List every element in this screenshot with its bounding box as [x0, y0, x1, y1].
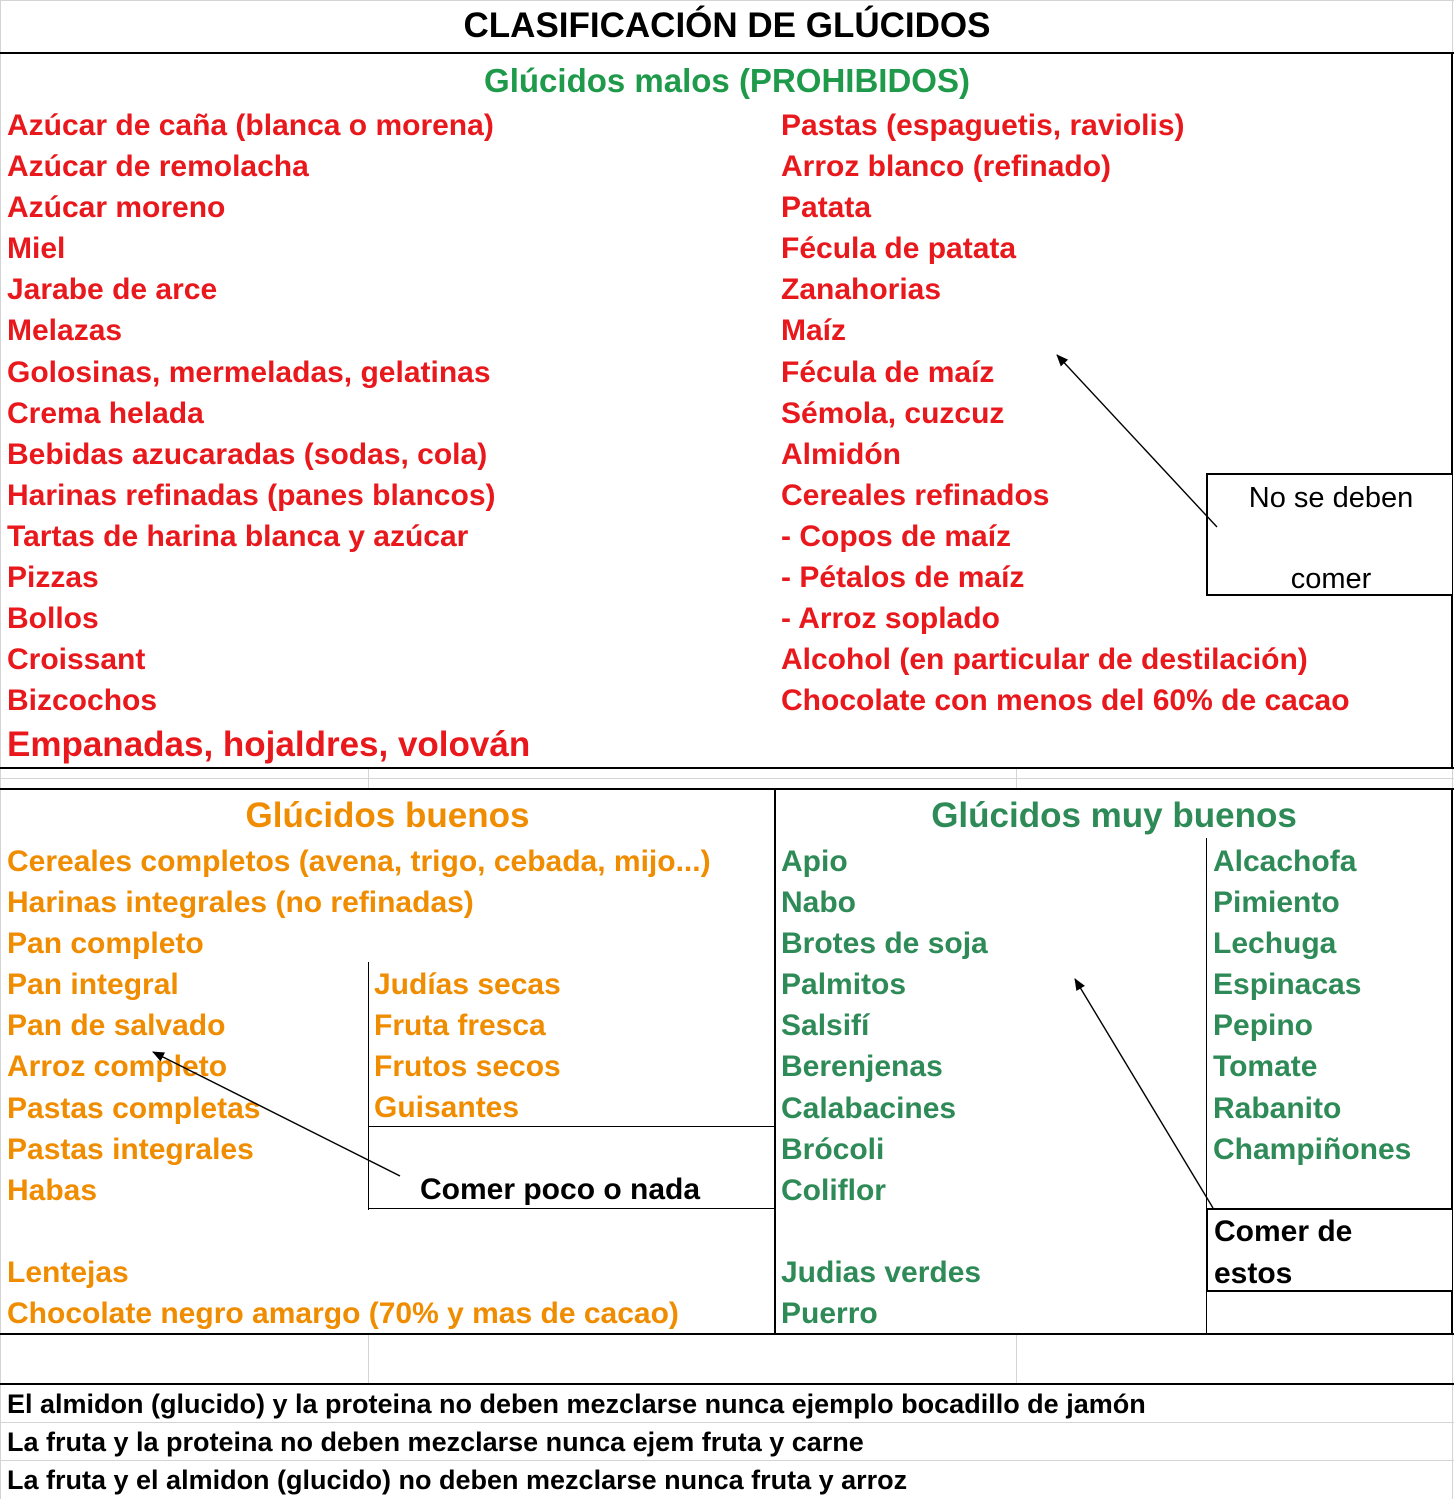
list-item: Nabo [781, 886, 856, 920]
list-item: Fécula de maíz [781, 355, 995, 389]
list-item: Bollos [7, 602, 99, 636]
list-item: Fruta fresca [374, 1009, 546, 1043]
list-item: Calabacines [781, 1091, 957, 1125]
list-item: Brócoli [781, 1132, 885, 1166]
list-item: Golosinas, mermeladas, gelatinas [7, 355, 491, 389]
list-item: Alcohol (en particular de destilación) [781, 643, 1308, 677]
list-item: Miel [7, 232, 66, 266]
list-item: Frutos secos [374, 1050, 561, 1084]
list-item: Arroz blanco (refinado) [781, 150, 1112, 184]
list-item: Chocolate negro amargo (70% y mas de cacao) [7, 1297, 679, 1331]
list-item: - Copos de maíz [781, 519, 1012, 553]
list-item: Cereales refinados [781, 478, 1050, 512]
list-item: Guisantes [374, 1091, 520, 1125]
arrow-buenos [153, 1052, 400, 1176]
list-item: Pastas completas [7, 1091, 261, 1125]
list-item: Crema helada [7, 396, 204, 430]
muy-buenos-note-line1: Comer de [1214, 1215, 1353, 1248]
list-item: Champiñones [1213, 1132, 1412, 1166]
list-item: Puerro [781, 1297, 878, 1331]
list-item: Patata [781, 191, 872, 225]
list-item: Zanahorias [781, 273, 942, 307]
footer-note: La fruta y el almidon (glucido) no deben mezclarse nunca fruta y arroz [7, 1465, 908, 1495]
muy-buenos-heading: Glúcidos muy buenos [931, 796, 1297, 835]
list-item: Pan de salvado [7, 1009, 226, 1043]
list-item: Pimiento [1213, 886, 1340, 920]
list-item: Croissant [7, 643, 146, 677]
list-item: Pastas integrales [7, 1132, 254, 1166]
footer-note: La fruta y la proteina no deben mezclarse nunca ejem fruta y carne [7, 1427, 864, 1457]
list-item: Cereales completos (avena, trigo, cebada, mijo...) [7, 845, 711, 878]
list-item: Azúcar moreno [7, 191, 226, 225]
malos-heading: Glúcidos malos (PROHIBIDOS) [484, 62, 970, 99]
list-item: Brotes de soja [781, 927, 988, 961]
malos-note-line2: comer [1290, 563, 1372, 595]
list-item: Tartas de harina blanca y azúcar [7, 519, 469, 553]
list-item: Almidón [781, 437, 901, 471]
arrow-muy-buenos [1075, 979, 1213, 1208]
list-item: Azúcar de caña (blanca o morena) [7, 109, 494, 142]
list-item: Lentejas [7, 1256, 129, 1289]
list-item: Pan integral [7, 968, 179, 1002]
list-item: Pepino [1213, 1009, 1314, 1043]
list-item: Judías secas [374, 968, 561, 1001]
list-item: - Pétalos de maíz [781, 561, 1025, 595]
list-item: Coliflor [781, 1173, 886, 1207]
list-item: Harinas refinadas (panes blancos) [7, 478, 496, 512]
list-item: Fécula de patata [781, 232, 1017, 266]
list-item: Bizcochos [7, 684, 158, 718]
list-item: Rabanito [1213, 1091, 1342, 1125]
malos-note-line1: No se deben [1248, 482, 1414, 514]
list-item: Jarabe de arce [7, 273, 218, 307]
list-item: Pastas (espaguetis, raviolis) [781, 109, 1185, 142]
page-title: CLASIFICACIÓN DE GLÚCIDOS [463, 6, 991, 45]
footer-note: El almidon (glucido) y la proteina no deben mezclarse nunca ejemplo bocadillo de jamón [7, 1389, 1146, 1419]
list-item: Pan completo [7, 927, 204, 961]
list-item: - Arroz soplado [781, 602, 1000, 636]
list-item: Pizzas [7, 561, 99, 595]
list-item: Bebidas azucaradas (sodas, cola) [7, 437, 488, 471]
list-item: Harinas integrales (no refinadas) [7, 886, 474, 920]
list-item: Palmitos [781, 968, 907, 1002]
muy-buenos-note-line2: estos [1214, 1257, 1293, 1290]
list-item: Melazas [7, 314, 123, 348]
list-item: Berenjenas [781, 1050, 943, 1084]
list-item: Espinacas [1213, 968, 1362, 1002]
list-item: Sémola, cuzcuz [781, 396, 1005, 430]
list-item: Judias verdes [781, 1256, 982, 1289]
list-item: Apio [781, 845, 848, 878]
list-item: Chocolate con menos del 60% de cacao [781, 684, 1350, 718]
malos-left-last-item: Empanadas, hojaldres, volován [7, 725, 531, 764]
list-item: Habas [7, 1173, 98, 1207]
arrow-malos [1057, 355, 1217, 527]
buenos-note: Comer poco o nada [420, 1173, 701, 1206]
list-item: Alcachofa [1213, 845, 1357, 878]
list-item: Salsifí [781, 1009, 870, 1043]
buenos-heading: Glúcidos buenos [245, 796, 530, 835]
list-item: Arroz completo [7, 1050, 228, 1084]
list-item: Maíz [781, 314, 847, 348]
list-item: Azúcar de remolacha [7, 150, 309, 184]
list-item: Tomate [1213, 1050, 1318, 1084]
list-item: Lechuga [1213, 927, 1337, 961]
